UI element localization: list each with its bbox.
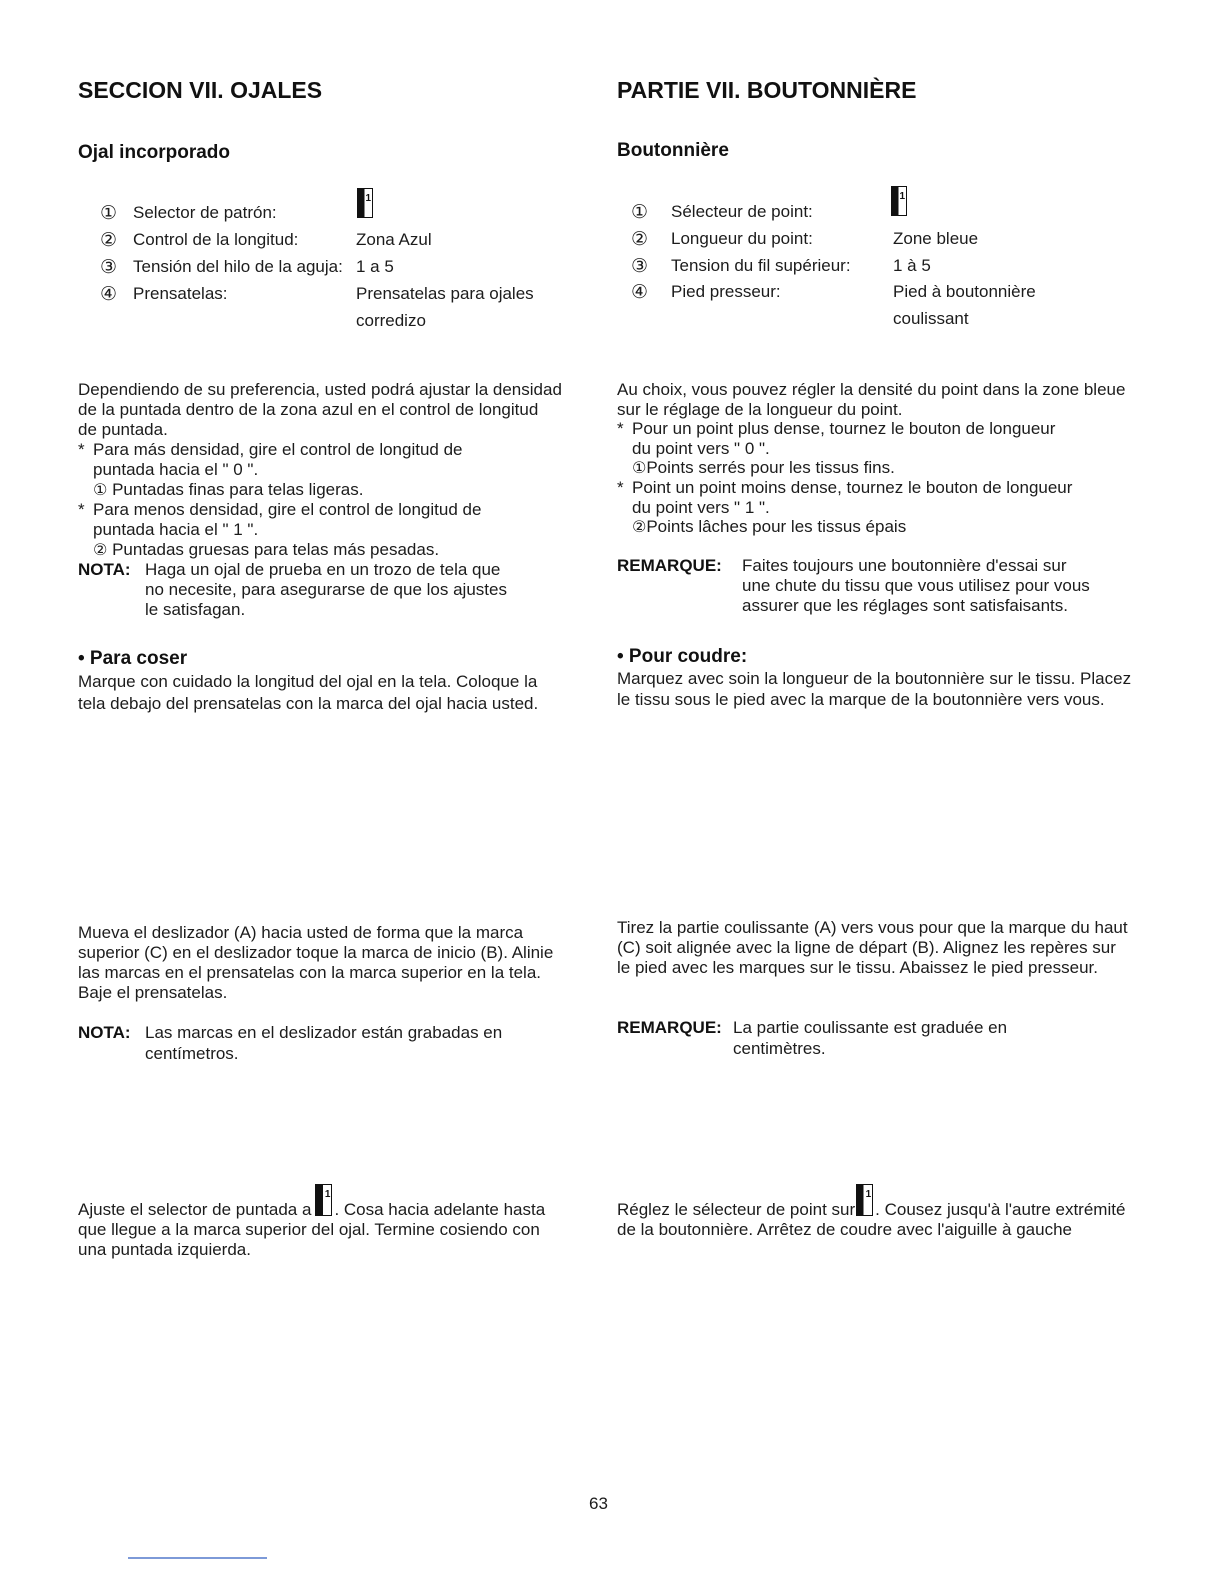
paragraph-line: Marque con cuidado la longitud del ojal en la tela. Coloque la xyxy=(78,672,538,691)
bullet-text-continued: du point vers " 0 ". xyxy=(632,438,770,458)
fr-setting-tension xyxy=(0,256,1224,276)
paragraph-line: de la boutonnière. Arrêtez de coudre avec l'aiguille à gauche xyxy=(617,1220,1072,1239)
paragraph-line: superior (C) en el deslizador toque la marca de inicio (B). Alinie xyxy=(78,943,554,962)
fr-setting-pattern-selector xyxy=(0,191,1224,223)
note-line xyxy=(78,1022,502,1043)
note-label: NOTA: xyxy=(78,1023,131,1042)
setting-value: coulissant xyxy=(893,309,969,328)
note-text: Las marcas en el deslizador están grabadas en xyxy=(145,1023,503,1042)
page-number: 63 xyxy=(589,1494,608,1513)
fr-setting-foot xyxy=(0,281,1224,305)
paragraph-line: le pied avec les marques sur le tissu. Abaissez le pied presseur. xyxy=(617,958,1098,977)
pattern-icon-number: 1 xyxy=(865,1189,872,1200)
paragraph-text: . Cosa hacia adelante hasta xyxy=(334,1200,546,1219)
fr-sewing-paragraph xyxy=(617,668,1131,710)
bullet-text: Point un point moins dense, tournez le bouton de longueur xyxy=(632,477,1073,497)
note-text-continued: le satisfagan. xyxy=(145,600,246,619)
fr-density-note xyxy=(617,556,1090,616)
setting-label: Sélecteur de point: xyxy=(671,202,813,221)
circled-number-2: ② xyxy=(632,517,647,537)
bullet-text-continued: puntada hacia el " 0 ". xyxy=(93,460,259,479)
scan-underline-mark xyxy=(128,1557,267,1559)
fr-section-title: PARTIE VII. BOUTONNIÈRE xyxy=(617,77,917,103)
note-line xyxy=(617,1017,1007,1038)
es-finish-paragraph xyxy=(78,1189,546,1260)
note-text-continued: assurer que les réglages sont satisfaisants. xyxy=(742,596,1069,615)
setting-label: Prensatelas: xyxy=(133,284,228,303)
note-text-continued: centímetros. xyxy=(145,1044,239,1063)
result-item-loose-stitches xyxy=(617,517,1125,537)
note-text: Faites toujours une boutonnière d'essai sur xyxy=(742,556,1067,575)
setting-label: Selector de patrón: xyxy=(133,203,277,222)
paragraph-line-with-icon xyxy=(617,1189,1126,1220)
paragraph-line-with-icon xyxy=(78,1189,546,1220)
bullet-marker: * xyxy=(617,419,624,439)
note-text-continued: centimètres. xyxy=(733,1039,826,1058)
result-text: Points serrés pour les tissus fins. xyxy=(646,458,895,478)
setting-value: Prensatelas para ojales xyxy=(356,284,534,303)
circled-number-1: ① xyxy=(632,458,647,478)
setting-value: 1 a 5 xyxy=(356,257,394,276)
circled-number-2: ② xyxy=(93,540,108,559)
fr-subtitle: Boutonnière xyxy=(617,140,729,161)
paragraph-line: sur le réglage de la longueur du point. xyxy=(617,399,903,419)
bullet-text: Para menos densidad, gire el control de longitud de xyxy=(93,500,482,519)
es-sewing-heading: • Para coser xyxy=(78,648,188,669)
fr-sewing-heading: • Pour coudre: xyxy=(617,646,748,667)
bullet-item-more-density xyxy=(78,440,562,460)
fr-slider-paragraph xyxy=(617,918,1128,978)
note-label: REMARQUE: xyxy=(617,556,722,575)
bullet-item-less-density xyxy=(617,478,1125,498)
circled-number-3: ③ xyxy=(631,255,649,277)
circled-number-1: ① xyxy=(100,202,118,224)
buttonhole-pattern-icon xyxy=(891,186,907,216)
circled-number-1: ① xyxy=(93,480,108,499)
es-slider-note xyxy=(78,1022,502,1064)
circled-number-1: ① xyxy=(631,201,649,223)
paragraph-line: le tissu sous le pied avec la marque de la boutonnière vers vous. xyxy=(617,690,1105,709)
circled-number-3: ③ xyxy=(100,256,118,278)
circled-number-2: ② xyxy=(100,229,118,251)
note-label: NOTA: xyxy=(78,560,131,579)
paragraph-line: de la puntada dentro de la zona azul en el control de longitud xyxy=(78,400,539,419)
fr-setting-foot-continued xyxy=(0,309,1224,329)
paragraph-line: que llegue a la marca superior del ojal. Termine cosiendo con xyxy=(78,1220,540,1239)
result-item-tight-stitches xyxy=(617,458,1125,478)
paragraph-text: Réglez le sélecteur de point sur xyxy=(617,1200,856,1219)
paragraph-line: una puntada izquierda. xyxy=(78,1240,251,1259)
note-line xyxy=(617,556,1090,576)
result-text: Points lâches pour les tissus épais xyxy=(646,517,907,537)
note-line xyxy=(78,560,562,580)
buttonhole-pattern-icon xyxy=(315,1189,333,1220)
pattern-icon-box xyxy=(856,1184,873,1216)
circled-number-4: ④ xyxy=(100,283,118,305)
bullet-item-more-density xyxy=(617,419,1125,439)
paragraph-line: Mueva el deslizador (A) hacia usted de forma que la marca xyxy=(78,923,524,942)
setting-label: Tensión del hilo de la aguja: xyxy=(133,257,343,276)
bullet-marker: * xyxy=(78,500,85,519)
paragraph-line: las marcas en el prensatelas con la marca superior en la tela. xyxy=(78,963,542,982)
setting-label: Tension du fil supérieur: xyxy=(671,256,851,275)
note-text: La partie coulissante est graduée en xyxy=(733,1018,1008,1037)
note-text: Haga un ojal de prueba en un trozo de tela que xyxy=(145,560,501,579)
fr-density-section xyxy=(617,380,1125,537)
paragraph-line: de puntada. xyxy=(78,420,168,439)
paragraph-text: Ajuste el selector de puntada a xyxy=(78,1200,312,1219)
paragraph-line: Au choix, vous pouvez régler la densité du point dans la zone bleue xyxy=(617,380,1126,399)
bullet-text-continued: du point vers " 1 ". xyxy=(632,497,770,517)
result-item-thick-stitches xyxy=(78,540,562,560)
paragraph-line: Marquez avec soin la longueur de la boutonnière sur le tissu. Placez xyxy=(617,669,1132,688)
setting-value: Zone bleue xyxy=(893,229,979,248)
paragraph-line: (C) soit alignée avec la ligne de départ (B). Alignez les repères sur xyxy=(617,938,1116,957)
paragraph-line: Tirez la partie coulissante (A) vers vous pour que la marque du haut xyxy=(617,918,1128,937)
paragraph-line: tela debajo del prensatelas con la marca del ojal hacia usted. xyxy=(78,694,539,713)
circled-number-2: ② xyxy=(631,228,649,250)
setting-value: Zona Azul xyxy=(356,230,432,249)
result-text: Puntadas finas para telas ligeras. xyxy=(112,480,364,499)
bullet-text-continued: puntada hacia el " 1 ". xyxy=(93,520,259,539)
setting-label: Control de la longitud: xyxy=(133,230,299,249)
bullet-marker: * xyxy=(78,440,85,459)
note-text-continued: une chute du tissu que vous utilisez pour vous xyxy=(742,576,1090,595)
pattern-icon-number: 1 xyxy=(899,191,905,202)
bullet-text: Para más densidad, gire el control de longitud de xyxy=(93,440,463,459)
es-density-section xyxy=(78,380,562,620)
result-item-fine-stitches xyxy=(78,480,562,500)
pattern-icon-number: 1 xyxy=(365,193,371,204)
note-label: REMARQUE: xyxy=(617,1018,722,1037)
paragraph-line: Dependiendo de su preferencia, usted podrá ajustar la densidad xyxy=(78,380,562,399)
bullet-item-less-density xyxy=(78,500,562,520)
pattern-icon-box xyxy=(315,1184,332,1216)
fr-slider-note xyxy=(617,1017,1007,1059)
pattern-icon-number: 1 xyxy=(324,1189,331,1200)
es-section-title: SECCION VII. OJALES xyxy=(78,77,323,103)
setting-value: corredizo xyxy=(356,311,426,330)
result-text: Puntadas gruesas para telas más pesadas. xyxy=(112,540,440,559)
fr-finish-paragraph xyxy=(617,1189,1126,1240)
bullet-text: Pour un point plus dense, tournez le bouton de longueur xyxy=(632,419,1056,439)
paragraph-line: Baje el prensatelas. xyxy=(78,983,228,1002)
bullet-marker: * xyxy=(617,477,624,497)
setting-value: Pied à boutonnière xyxy=(893,282,1036,301)
setting-label: Longueur du point: xyxy=(671,229,813,248)
es-slider-paragraph xyxy=(78,923,553,1003)
es-sewing-paragraph xyxy=(78,671,538,715)
setting-value: 1 à 5 xyxy=(893,256,931,275)
setting-label: Pied presseur: xyxy=(671,282,781,301)
circled-number-4: ④ xyxy=(631,281,649,303)
buttonhole-pattern-icon xyxy=(856,1189,874,1220)
paragraph-text: . Cousez jusqu'à l'autre extrémité xyxy=(875,1200,1126,1219)
fr-setting-length xyxy=(0,229,1224,249)
es-subtitle: Ojal incorporado xyxy=(78,142,231,163)
note-text-continued: no necesite, para asegurarse de que los ajustes xyxy=(145,580,507,599)
